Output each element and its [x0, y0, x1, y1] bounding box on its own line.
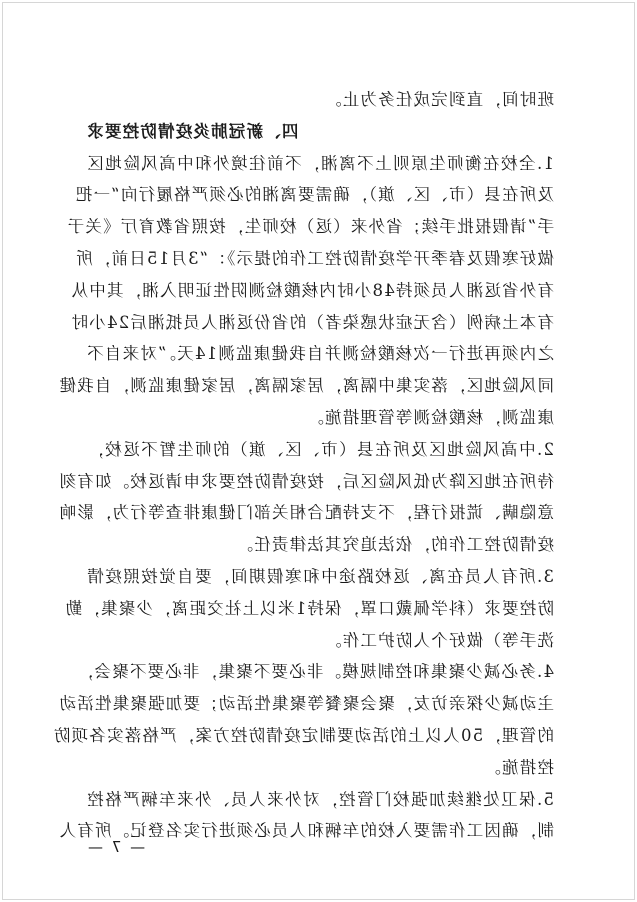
text-line: 主动减少探亲访友，聚会聚餐等聚集性活动；要加强聚集性活动	[58, 694, 554, 714]
text-line: 5.保卫处继续加强校门管控，对外来人员、外来车辆严格控	[86, 789, 554, 809]
text-line: 意隐瞒、谎报行程，不支持配合相关部门健康排查等行为，影响	[58, 503, 554, 523]
text-line: 1.全校在衡师生原则上不离湘，不前往境外和中高风险地区	[86, 153, 554, 173]
text-line: 控措施。	[483, 757, 554, 777]
text-line: 及所在县（市、区、旗），确需要离湘的必须严格履行向“一把	[74, 185, 554, 205]
document-body	[52, 84, 554, 847]
text-line: 做好寒假及春季开学疫情防控工作的提示》：“3月15日前，所	[75, 248, 554, 268]
text-line: 3.所有人员在离、返校路途中和寒假期间，要自觉按照疫情	[86, 566, 554, 586]
text-line: 班时间，直到完成任务为止。	[323, 90, 554, 109]
text-line: 手”请假报批手续；省外来（返）校师生，按照省教育厅《关于	[66, 217, 554, 237]
section-heading: 四、新冠肺炎疫情防控要求	[86, 121, 299, 141]
page-footer	[86, 838, 554, 862]
page-number: — 7 —	[86, 838, 146, 856]
text-line: 同风险地区，落实集中隔离，居家隔离，居家健康监测，自我健	[58, 376, 554, 396]
text-line: 4.务必减少聚集和控制规模。非必要不聚集，非必要不聚会，	[75, 662, 554, 682]
text-line: 防控要求（科学佩戴口罩，保持1米以上社交距离，少聚集，勤	[64, 598, 554, 618]
text-line: 的管理，50人以上的活动要制定疫情防控方案，严格落实各项防	[52, 725, 554, 745]
text-line: 之内须再进行一次核酸检测并自我健康监测14天。”对来自不	[86, 344, 554, 364]
text-line: 2.中高风险地区及所在县（市、区、旗）的师生暂不返校，	[86, 439, 554, 459]
text-line: 疫情防控工作的，依法追究其法律责任。	[235, 535, 554, 555]
text-line: 康监测，核酸检测等管理措施。	[306, 407, 554, 427]
text-line: 洗手等）做好个人防护工作。	[323, 630, 554, 650]
text-line: 制，确因工作需要入校的车辆和人员必须进行实名登记。所有人	[58, 821, 554, 841]
text-line: 待所在地区降为低风险区后，按疫情防控要求申请返校。如有刻	[58, 471, 554, 491]
text-line: 有本土病例（含无症状感染者）的省份返湘人员抵湘后24小时	[70, 312, 554, 332]
text-line: 有外省返湘人员须持48小时内核酸检测阴性证明入湘，其中从	[70, 280, 554, 300]
